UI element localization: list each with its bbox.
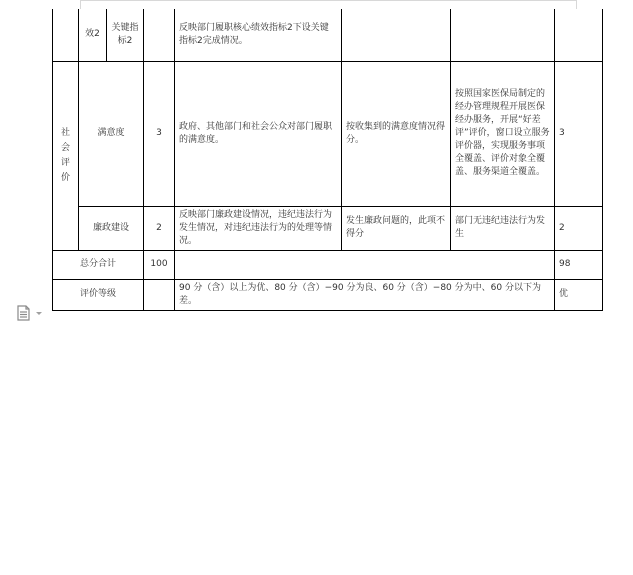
result-score: 3 xyxy=(555,61,603,206)
indicator-description: 反映部门廉政建设情况，违纪违法行为发生情况，对违纪违法行为的处理等情况。 xyxy=(175,206,342,250)
table-row-total xyxy=(53,250,603,279)
grade-score-empty xyxy=(144,279,175,310)
total-label: 总分合计 xyxy=(53,250,144,279)
result-cell-empty xyxy=(555,9,603,61)
scoring-criteria: 发生廉政问题的，此项不得分 xyxy=(342,206,451,250)
total-score: 100 xyxy=(144,250,175,279)
criteria-cell-empty xyxy=(342,9,451,61)
page-top-edge-right xyxy=(576,0,577,9)
level3-cell: 关键指标2 xyxy=(107,9,144,61)
evidence-cell-empty xyxy=(451,9,555,61)
indicator-description: 政府、其他部门和社会公众对部门履职的满意度。 xyxy=(175,61,342,206)
level2-cell: 效2 xyxy=(79,9,107,61)
page-top-edge-left xyxy=(80,0,81,9)
total-result: 98 xyxy=(555,250,603,279)
grade-label: 评价等级 xyxy=(53,279,144,310)
table-row-key-indicator-2 xyxy=(53,9,603,61)
total-empty-cell xyxy=(175,250,555,279)
score-value: 2 xyxy=(144,206,175,250)
level2-satisfaction: 满意度 xyxy=(79,61,144,206)
score-cell-empty xyxy=(144,9,175,61)
indicator-description: 反映部门履职核心绩效指标2下设关键指标2完成情况。 xyxy=(175,9,342,61)
level1-label: 社会评价 xyxy=(60,127,70,183)
grade-result: 优 xyxy=(555,279,603,310)
table-row-satisfaction xyxy=(53,61,603,206)
grade-rule: 90 分（含）以上为优、80 分（含）−90 分为良、60 分（含）−80 分为中、60 分以下为差。 xyxy=(175,279,555,310)
table-row-grade xyxy=(53,279,603,310)
level1-social-evaluation xyxy=(53,61,79,250)
evaluation-table xyxy=(52,9,603,311)
score-value: 3 xyxy=(144,61,175,206)
page-top-line xyxy=(80,0,577,1)
document-icon[interactable] xyxy=(16,304,44,322)
chevron-down-icon xyxy=(36,312,42,315)
result-score: 2 xyxy=(555,206,603,250)
table-row-integrity xyxy=(53,206,603,250)
evaluation-evidence: 部门无违纪违法行为发生 xyxy=(451,206,555,250)
level2-integrity: 廉政建设 xyxy=(79,206,144,250)
scoring-criteria: 按收集到的满意度情况得分。 xyxy=(342,61,451,206)
level1-cell-empty xyxy=(53,9,79,61)
evaluation-evidence: 按照国家医保局制定的经办管理规程开展医保经办服务，开展“好差评”评价，窗口设立服务评价器，实现服务事项全覆盖、评价对象全覆盖、服务渠道全覆盖。 xyxy=(451,61,555,206)
